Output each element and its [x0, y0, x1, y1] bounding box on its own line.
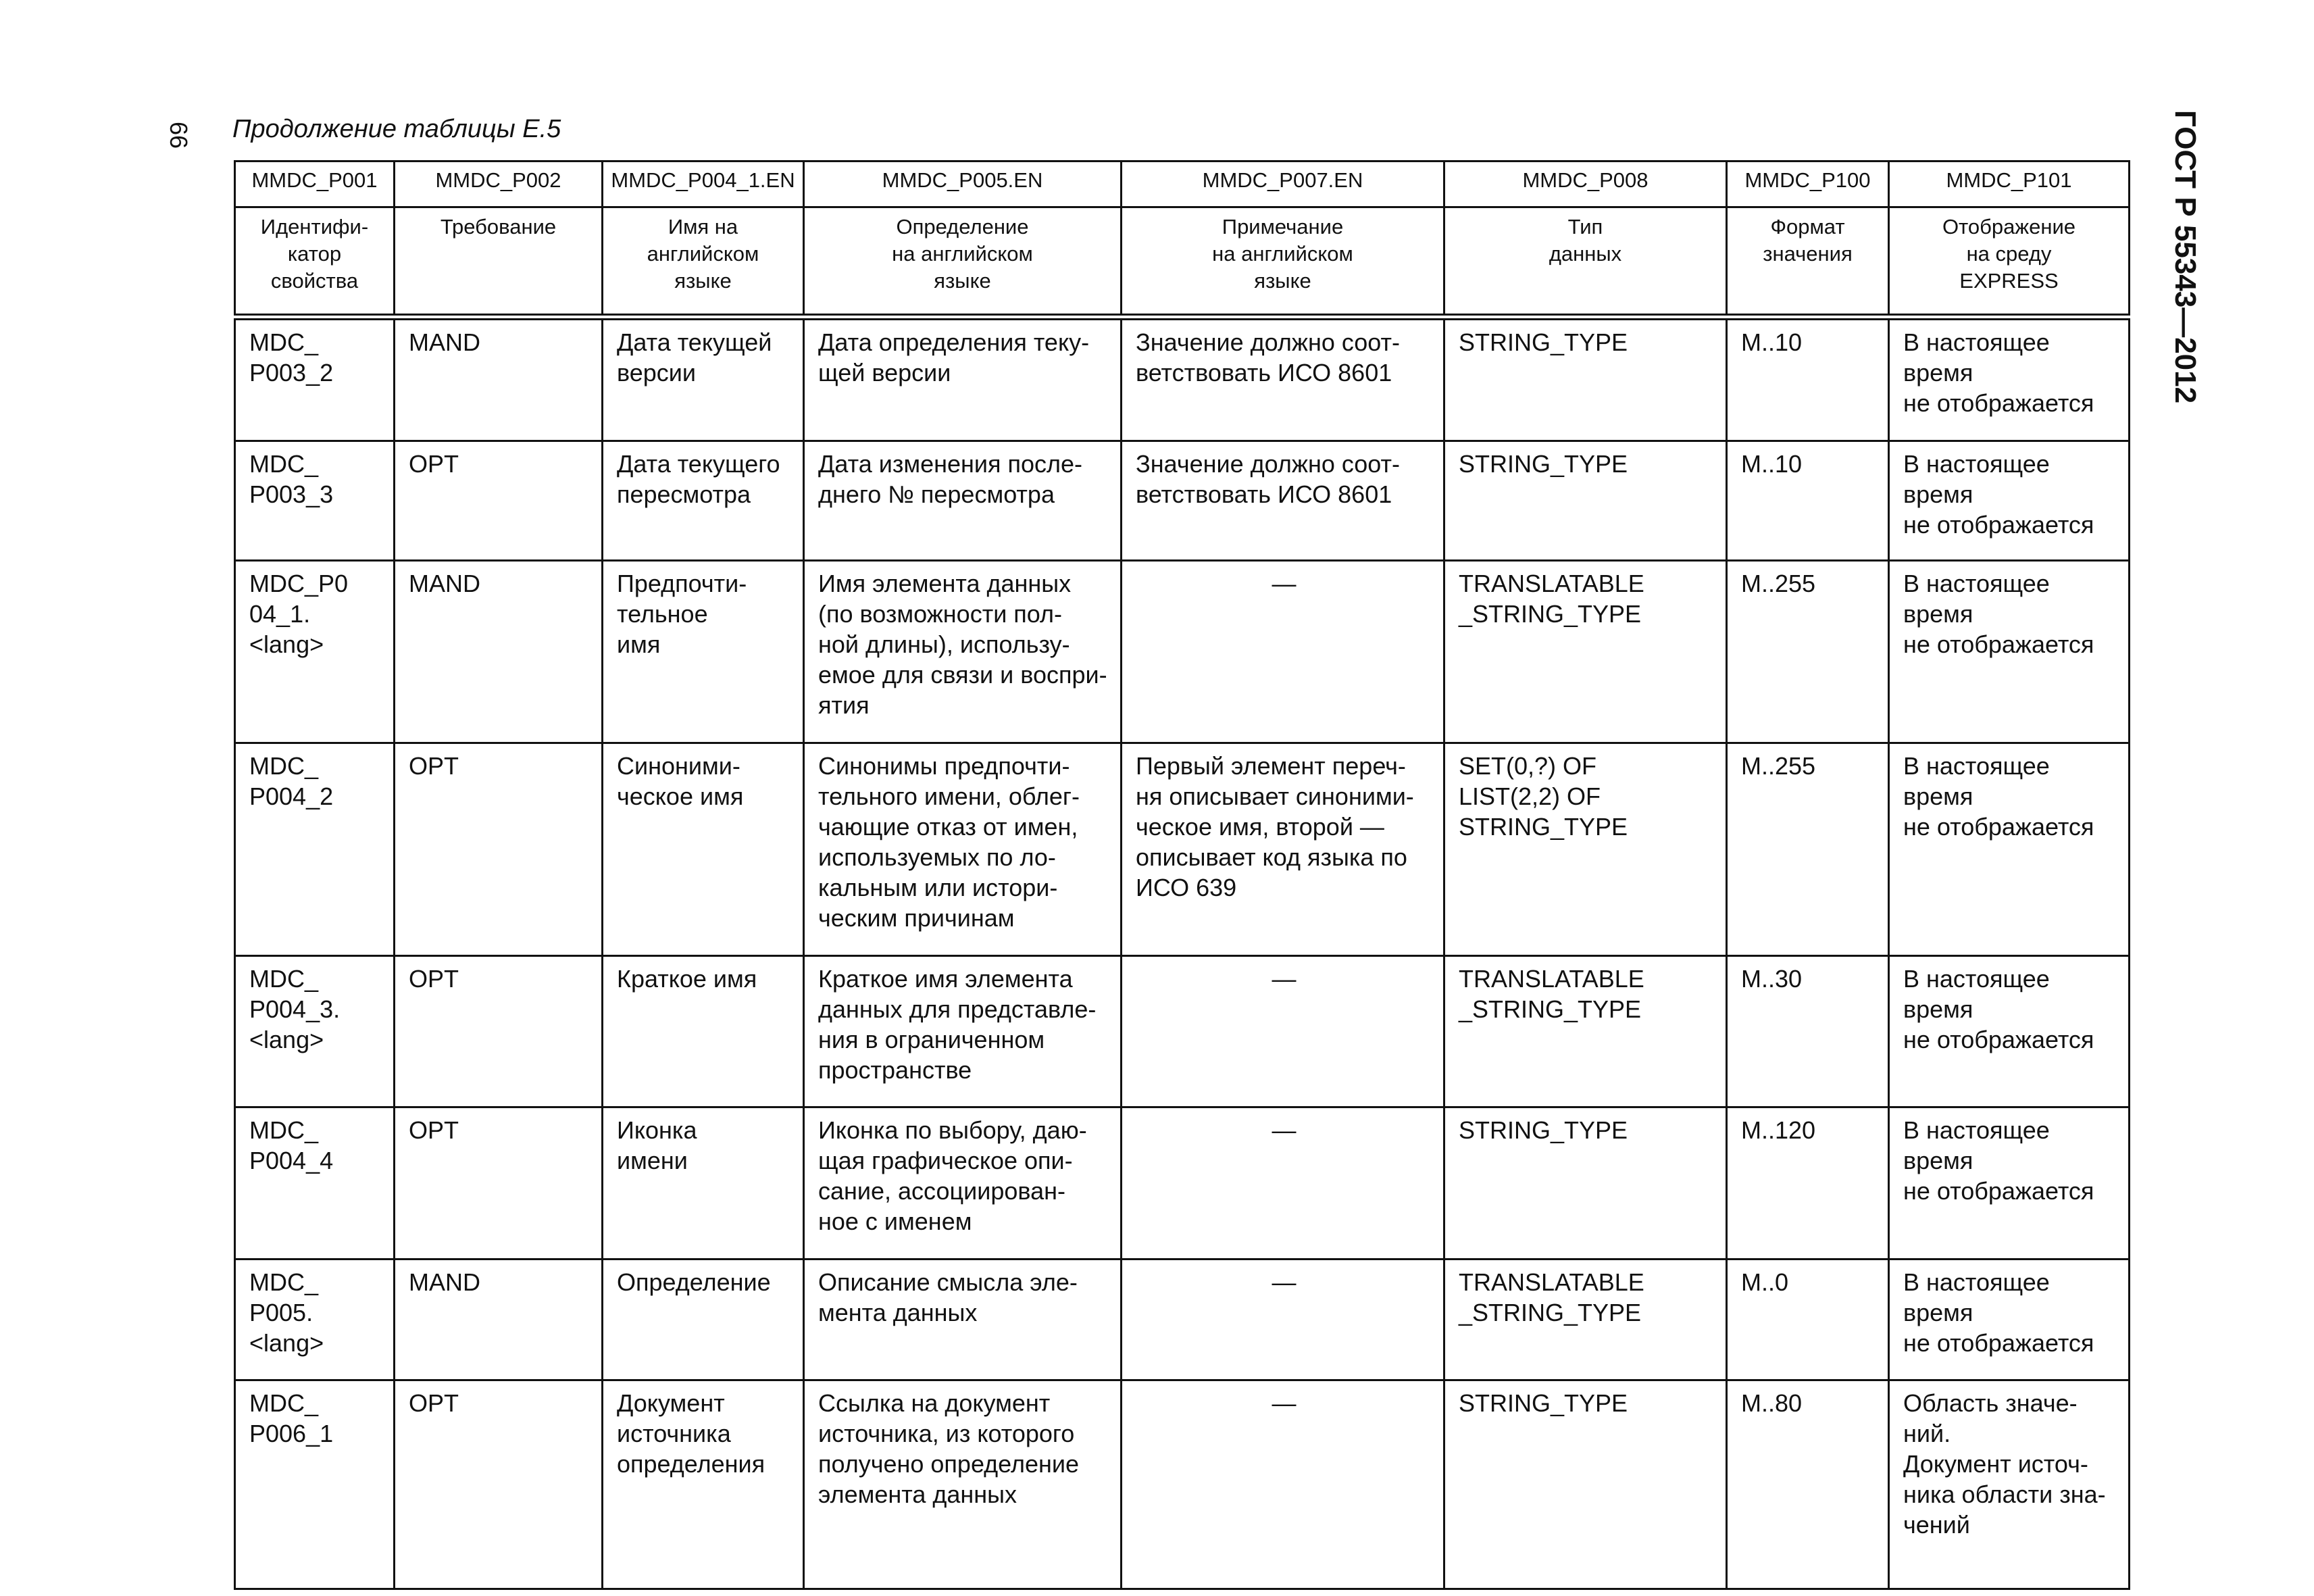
cell-line: — — [1272, 570, 1297, 597]
english-name-cell — [603, 1107, 804, 1260]
property-id-cell — [235, 1107, 395, 1260]
express-mapping-cell — [1889, 1260, 2130, 1380]
property-id-cell — [235, 561, 395, 743]
cell-line: — — [1272, 1389, 1297, 1417]
column-header — [1444, 207, 1727, 318]
english-definition-cell — [804, 1107, 1122, 1260]
express-mapping-cell — [1889, 743, 2130, 956]
cell-line: определения — [617, 1450, 765, 1478]
cell-line: пересмотра — [617, 480, 751, 508]
express-mapping-cell — [1889, 1107, 2130, 1260]
requirement-cell: MAND — [395, 1260, 603, 1380]
cell-line: емое для связи и воспри- — [818, 661, 1107, 689]
cell-line: STRING_TYPE — [1459, 1389, 1628, 1417]
cell-line: мента данных — [818, 1299, 978, 1326]
english-note-cell — [1122, 1380, 1444, 1589]
english-name-cell — [603, 561, 804, 743]
cell-line: время — [1903, 600, 1973, 628]
table-row — [235, 1260, 2130, 1380]
requirement-cell: MAND — [395, 561, 603, 743]
cell-line: не отображается — [1903, 1177, 2094, 1205]
cell-line: Дата текущего — [617, 450, 780, 478]
header-line: языке — [934, 269, 991, 293]
cell-line: <lang> — [249, 1026, 324, 1053]
cell-line: ческое имя, второй — — [1136, 813, 1384, 841]
cell-line: Определение — [617, 1268, 771, 1296]
cell-line: В настоящее — [1903, 1268, 2050, 1296]
cell-line: время — [1903, 1147, 1973, 1174]
cell-line: имя — [617, 630, 661, 658]
cell-line: ное с именем — [818, 1207, 972, 1235]
cell-line: имени — [617, 1147, 688, 1174]
cell-line: STRING_TYPE — [1459, 450, 1628, 478]
data-type-cell — [1444, 743, 1727, 956]
cell-line: MDC_ — [249, 1389, 319, 1417]
column-code: MMDC_P008 — [1444, 161, 1727, 207]
data-type-cell — [1444, 1260, 1727, 1380]
cell-line: P004_3. — [249, 995, 341, 1023]
express-mapping-cell — [1889, 956, 2130, 1107]
cell-line: P003_3 — [249, 480, 334, 508]
cell-line: днего № пересмотра — [818, 480, 1055, 508]
english-name-cell — [603, 441, 804, 561]
data-type-cell — [1444, 956, 1727, 1107]
cell-line: ятия — [818, 691, 870, 719]
column-code: MMDC_P101 — [1889, 161, 2130, 207]
cell-line: MDC_P0 — [249, 570, 349, 597]
cell-line: ческим причинам — [818, 904, 1015, 932]
cell-line: тельное — [617, 600, 708, 628]
cell-line: ветствовать ИСО 8601 — [1136, 480, 1392, 508]
header-line: языке — [674, 269, 732, 293]
header-line: катор — [287, 242, 342, 266]
cell-line: пространстве — [818, 1056, 972, 1084]
standard-designation: ГОСТ Р 55343—2012 — [2169, 109, 2202, 404]
value-format-cell: M..255 — [1727, 743, 1889, 956]
column-code: MMDC_P005.EN — [804, 161, 1122, 207]
cell-line: Иконка — [617, 1116, 697, 1144]
column-header — [1727, 207, 1889, 318]
properties-table — [234, 160, 2130, 1590]
column-code: MMDC_P004_1.EN — [603, 161, 804, 207]
cell-line: MDC_ — [249, 450, 319, 478]
cell-line: элемента данных — [818, 1480, 1017, 1508]
cell-line: _STRING_TYPE — [1459, 1299, 1642, 1326]
cell-line: В настоящее — [1903, 328, 2050, 356]
cell-line: тельного имени, облег- — [818, 782, 1080, 810]
cell-line: MDC_ — [249, 752, 319, 780]
english-name-cell — [603, 743, 804, 956]
cell-line: Ссылка на документ — [818, 1389, 1051, 1417]
english-definition-cell — [804, 1380, 1122, 1589]
data-type-cell — [1444, 1380, 1727, 1589]
cell-line: ческое имя — [617, 782, 744, 810]
cell-line: кальным или истори- — [818, 874, 1058, 901]
cell-line: источника — [617, 1420, 731, 1447]
column-header — [804, 207, 1122, 318]
cell-line: Синонимы предпочти- — [818, 752, 1070, 780]
data-type-cell — [1444, 561, 1727, 743]
value-format-cell: M..255 — [1727, 561, 1889, 743]
header-line: значения — [1763, 242, 1853, 266]
cell-line: 04_1. — [249, 600, 311, 628]
cell-line: версии — [617, 359, 696, 386]
value-format-cell: M..120 — [1727, 1107, 1889, 1260]
cell-line: — — [1272, 1116, 1297, 1144]
requirement-cell: OPT — [395, 441, 603, 561]
cell-line: время — [1903, 1299, 1973, 1326]
cell-line: время — [1903, 995, 1973, 1023]
table-row — [235, 1380, 2130, 1589]
cell-line: чающие отказ от имен, — [818, 813, 1078, 841]
cell-line: — — [1272, 965, 1297, 993]
cell-line: TRANSLATABLE — [1459, 570, 1644, 597]
cell-line: Краткое имя — [617, 965, 757, 993]
cell-line: Дата изменения после- — [818, 450, 1083, 478]
table-row — [235, 441, 2130, 561]
cell-line: Предпочти- — [617, 570, 747, 597]
column-header — [395, 207, 603, 318]
property-id-cell — [235, 317, 395, 441]
value-format-cell: M..10 — [1727, 441, 1889, 561]
cell-line: P006_1 — [249, 1420, 334, 1447]
cell-line: ний. — [1903, 1420, 1951, 1447]
cell-line: MDC_ — [249, 1268, 319, 1296]
column-header — [603, 207, 804, 318]
data-type-cell — [1444, 317, 1727, 441]
cell-line: не отображается — [1903, 813, 2094, 841]
cell-line: Документ — [617, 1389, 725, 1417]
cell-line: Значение должно соот- — [1136, 328, 1401, 356]
cell-line: SET(0,?) OF — [1459, 752, 1597, 780]
cell-line: ной длины), использу- — [818, 630, 1070, 658]
requirement-cell: MAND — [395, 317, 603, 441]
cell-line: Краткое имя элемента — [818, 965, 1073, 993]
property-id-cell — [235, 956, 395, 1107]
header-line: Формат — [1770, 215, 1845, 239]
cell-line: _STRING_TYPE — [1459, 995, 1642, 1023]
table-code-row — [235, 161, 2130, 207]
cell-line: время — [1903, 782, 1973, 810]
cell-line: данных для представле- — [818, 995, 1097, 1023]
table-row — [235, 743, 2130, 956]
requirement-cell: OPT — [395, 743, 603, 956]
data-type-cell — [1444, 1107, 1727, 1260]
cell-line: P004_2 — [249, 782, 334, 810]
english-note-cell — [1122, 561, 1444, 743]
cell-line: не отображается — [1903, 1026, 2094, 1053]
value-format-cell: M..80 — [1727, 1380, 1889, 1589]
header-line: Примечание — [1222, 215, 1344, 239]
header-line: Идентифи- — [260, 215, 369, 239]
english-name-cell — [603, 1380, 804, 1589]
column-header — [1122, 207, 1444, 318]
english-definition-cell — [804, 743, 1122, 956]
cell-line: В настоящее — [1903, 965, 2050, 993]
cell-line: Первый элемент переч- — [1136, 752, 1406, 780]
column-code: MMDC_P100 — [1727, 161, 1889, 207]
cell-line: MDC_ — [249, 965, 319, 993]
value-format-cell: M..30 — [1727, 956, 1889, 1107]
column-code: MMDC_P002 — [395, 161, 603, 207]
value-format-cell: M..0 — [1727, 1260, 1889, 1380]
column-code: MMDC_P007.EN — [1122, 161, 1444, 207]
cell-line: не отображается — [1903, 389, 2094, 417]
cell-line: получено определение — [818, 1450, 1080, 1478]
cell-line: Дата текущей — [617, 328, 772, 356]
cell-line: Описание смысла эле- — [818, 1268, 1078, 1296]
header-line: на английском — [892, 242, 1033, 266]
english-note-cell — [1122, 1260, 1444, 1380]
english-note-cell — [1122, 956, 1444, 1107]
header-line: свойства — [270, 269, 359, 293]
cell-line: ния в ограниченном — [818, 1026, 1045, 1053]
header-line: EXPRESS — [1959, 269, 2059, 293]
page-number: 66 — [165, 121, 193, 149]
header-line: английском — [647, 242, 759, 266]
cell-line: MDC_ — [249, 1116, 319, 1144]
cell-line: В настоящее — [1903, 1116, 2050, 1144]
cell-line: P005. — [249, 1299, 313, 1326]
header-line: данных — [1549, 242, 1622, 266]
cell-line: Документ источ- — [1903, 1450, 2088, 1478]
cell-line: время — [1903, 359, 1973, 386]
express-mapping-cell — [1889, 441, 2130, 561]
english-name-cell — [603, 956, 804, 1107]
cell-line: В настоящее — [1903, 570, 2050, 597]
cell-line: Значение должно соот- — [1136, 450, 1401, 478]
cell-line: <lang> — [249, 1329, 324, 1357]
cell-line: чений — [1903, 1511, 1970, 1539]
cell-line: MDC_ — [249, 328, 319, 356]
cell-line: Имя элемента данных — [818, 570, 1072, 597]
english-note-cell — [1122, 441, 1444, 561]
cell-line: время — [1903, 480, 1973, 508]
cell-line: TRANSLATABLE — [1459, 1268, 1644, 1296]
cell-line: STRING_TYPE — [1459, 813, 1628, 841]
english-definition-cell — [804, 317, 1122, 441]
cell-line: Дата определения теку- — [818, 328, 1090, 356]
table-caption: Продолжение таблицы Е.5 — [232, 115, 561, 143]
cell-line: В настоящее — [1903, 752, 2050, 780]
cell-line: описывает код языка по — [1136, 843, 1407, 871]
property-id-cell — [235, 1260, 395, 1380]
cell-line: (по возможности пол- — [818, 600, 1063, 628]
requirement-cell: OPT — [395, 956, 603, 1107]
cell-line: — — [1272, 1268, 1297, 1296]
header-line: Определение — [896, 215, 1029, 239]
cell-line: ИСО 639 — [1136, 874, 1237, 901]
express-mapping-cell — [1889, 1380, 2130, 1589]
data-type-cell — [1444, 441, 1727, 561]
requirement-cell: OPT — [395, 1380, 603, 1589]
table-row — [235, 317, 2130, 441]
cell-line: P004_4 — [249, 1147, 334, 1174]
header-line: языке — [1254, 269, 1311, 293]
header-line: Требование — [440, 215, 557, 239]
english-name-cell — [603, 317, 804, 441]
column-code: MMDC_P001 — [235, 161, 395, 207]
value-format-cell: M..10 — [1727, 317, 1889, 441]
table-row — [235, 561, 2130, 743]
cell-line: Иконка по выбору, даю- — [818, 1116, 1087, 1144]
english-name-cell — [603, 1260, 804, 1380]
english-definition-cell — [804, 956, 1122, 1107]
property-id-cell — [235, 1380, 395, 1589]
cell-line: используемых по ло- — [818, 843, 1056, 871]
column-header — [235, 207, 395, 318]
property-id-cell — [235, 743, 395, 956]
header-line: Имя на — [668, 215, 738, 239]
property-id-cell — [235, 441, 395, 561]
english-note-cell — [1122, 1107, 1444, 1260]
cell-line: LIST(2,2) OF — [1459, 782, 1601, 810]
cell-line: TRANSLATABLE — [1459, 965, 1644, 993]
cell-line: щей версии — [818, 359, 951, 386]
english-definition-cell — [804, 441, 1122, 561]
requirement-cell: OPT — [395, 1107, 603, 1260]
cell-line: не отображается — [1903, 1329, 2094, 1357]
cell-line: не отображается — [1903, 630, 2094, 658]
cell-line: не отображается — [1903, 511, 2094, 539]
cell-line: STRING_TYPE — [1459, 1116, 1628, 1144]
cell-line: _STRING_TYPE — [1459, 600, 1642, 628]
express-mapping-cell — [1889, 317, 2130, 441]
english-definition-cell — [804, 561, 1122, 743]
cell-line: STRING_TYPE — [1459, 328, 1628, 356]
cell-line: ника области зна- — [1903, 1480, 2106, 1508]
english-note-cell — [1122, 743, 1444, 956]
cell-line: Синоними- — [617, 752, 740, 780]
column-header — [1889, 207, 2130, 318]
cell-line: В настоящее — [1903, 450, 2050, 478]
cell-line: щая графическое опи- — [818, 1147, 1073, 1174]
cell-line: <lang> — [249, 630, 324, 658]
english-note-cell — [1122, 317, 1444, 441]
header-line: на среду — [1966, 242, 2052, 266]
express-mapping-cell — [1889, 561, 2130, 743]
cell-line: Область значе- — [1903, 1389, 2078, 1417]
cell-line: ветствовать ИСО 8601 — [1136, 359, 1392, 386]
cell-line: сание, ассоциирован- — [818, 1177, 1065, 1205]
cell-line: источника, из которого — [818, 1420, 1075, 1447]
header-line: Тип — [1567, 215, 1603, 239]
cell-line: ня описывает синоними- — [1136, 782, 1414, 810]
english-definition-cell — [804, 1260, 1122, 1380]
cell-line: P003_2 — [249, 359, 334, 386]
header-line: Отображение — [1942, 215, 2076, 239]
header-line: на английском — [1212, 242, 1353, 266]
table-row — [235, 956, 2130, 1107]
table-row — [235, 1107, 2130, 1260]
table-header-row — [235, 207, 2130, 318]
